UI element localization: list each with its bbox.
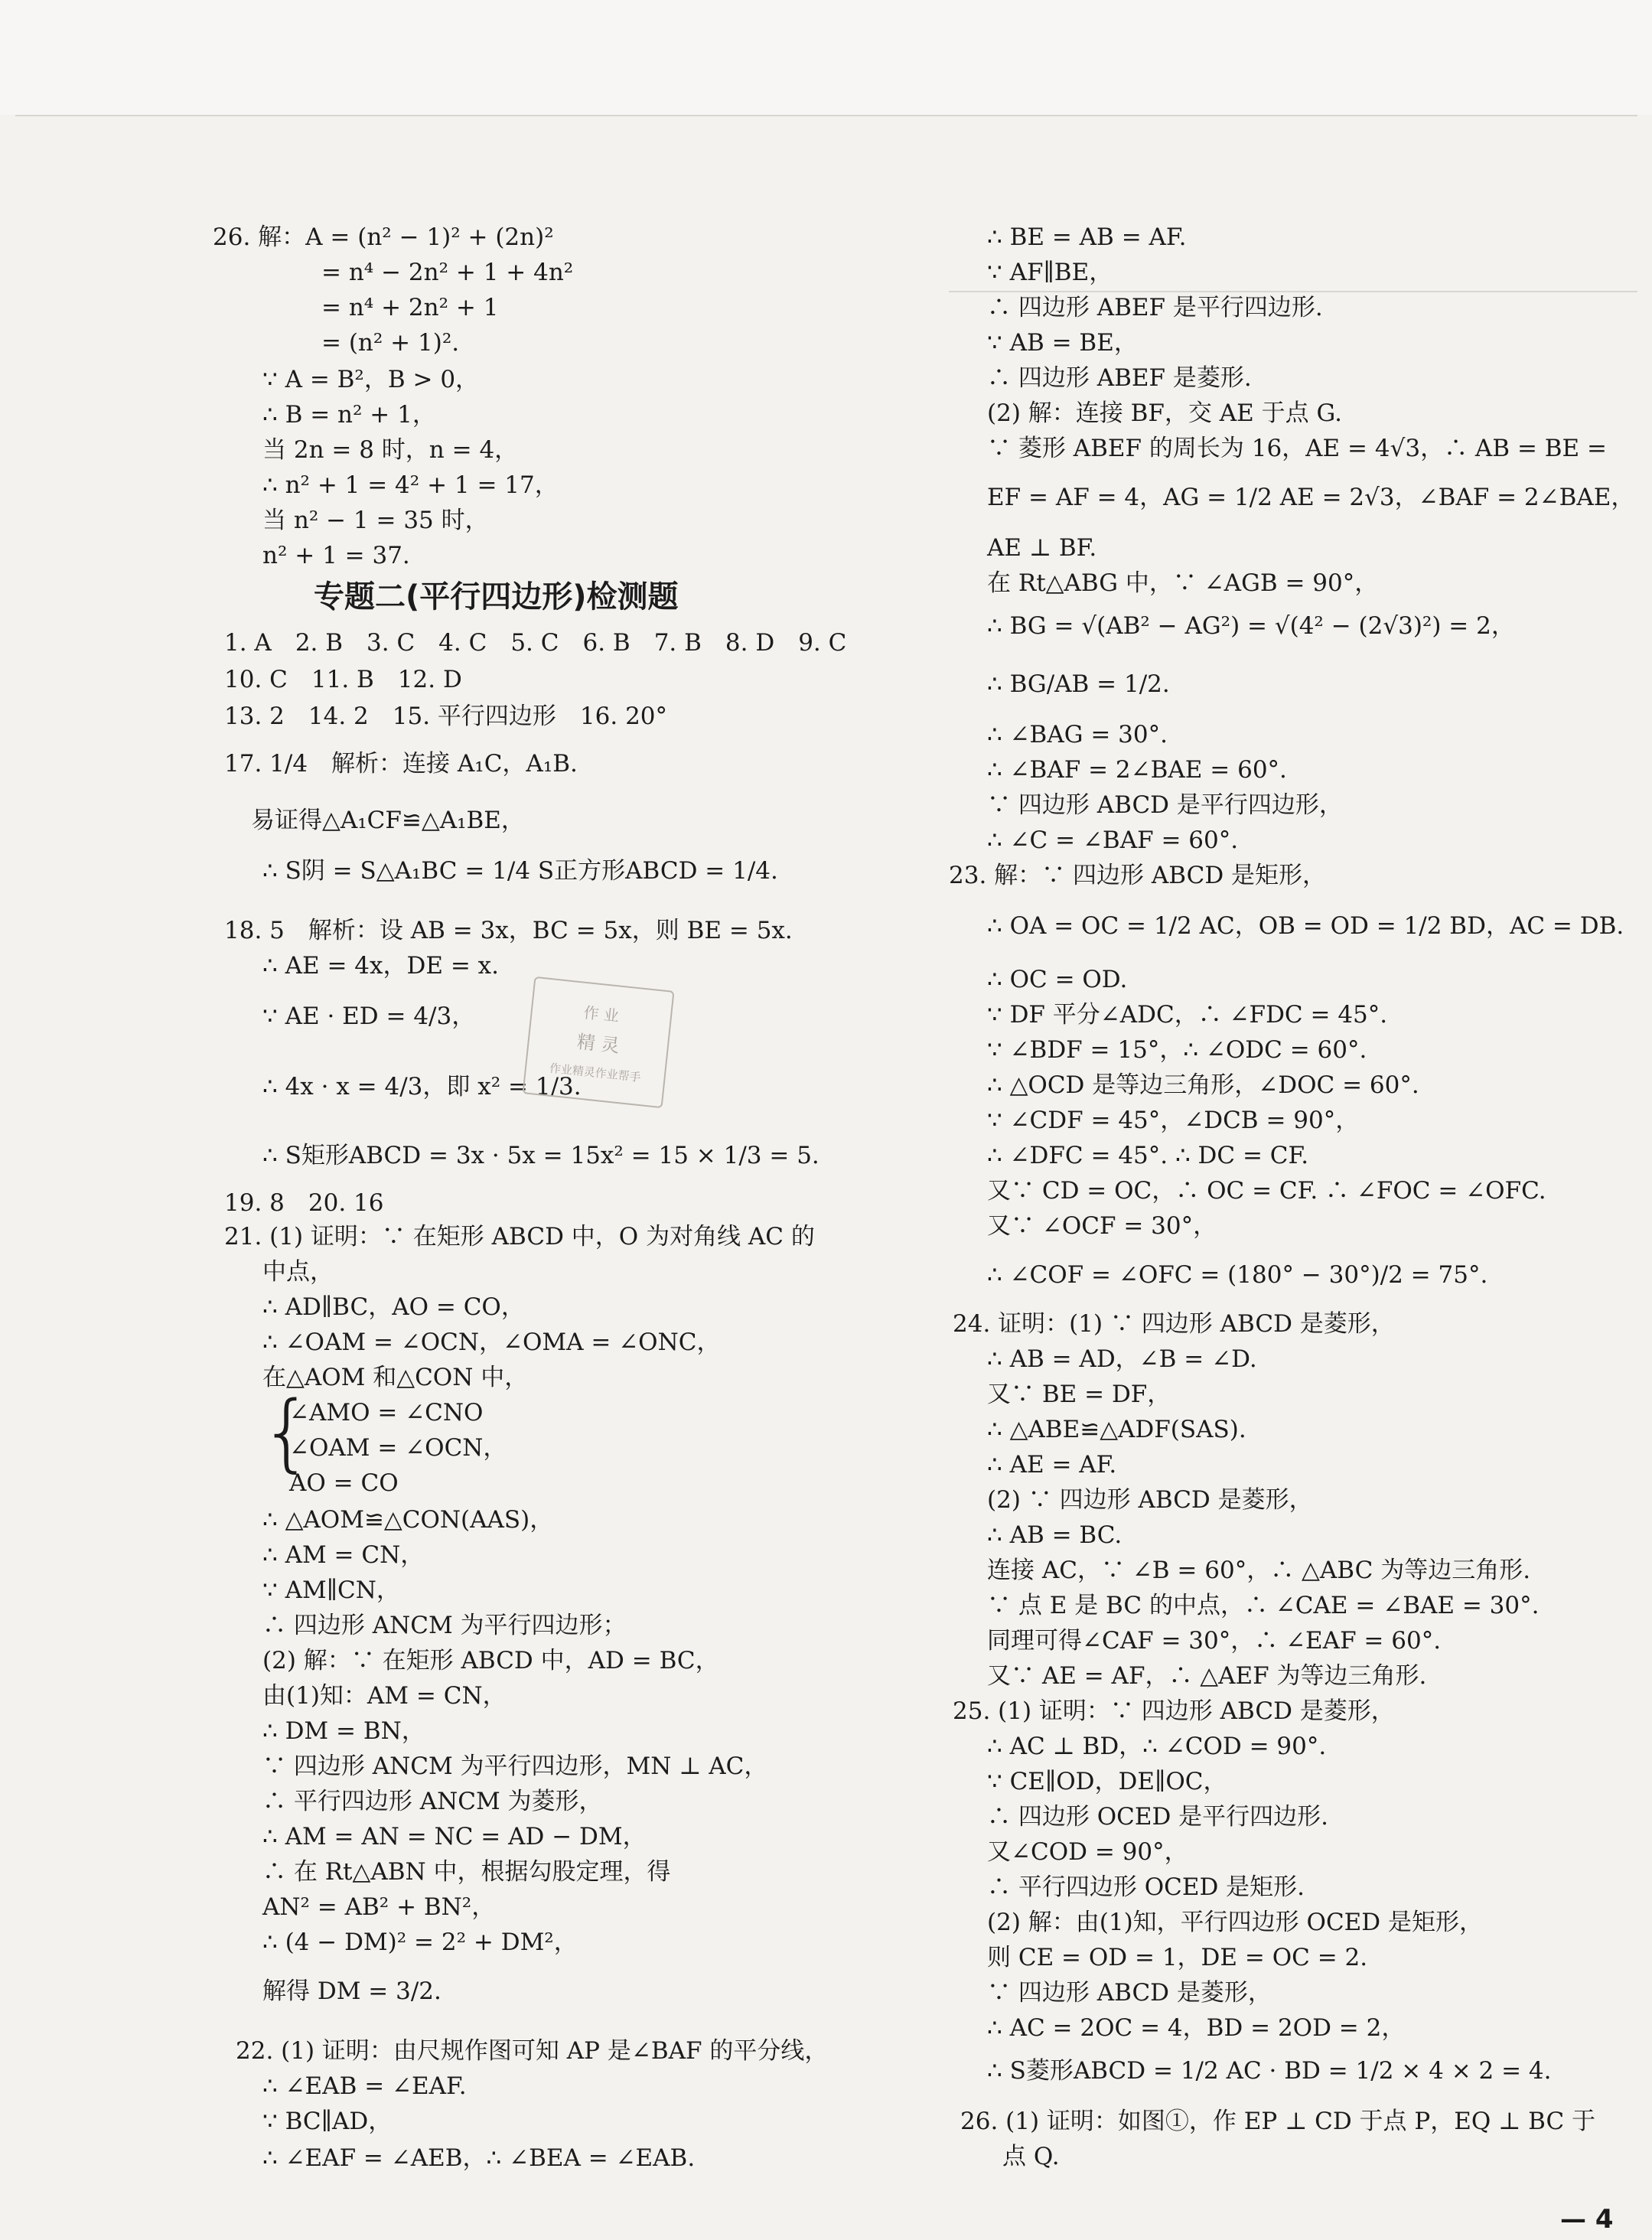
answer-line: (2) ∵ 四边形 ABCD 是菱形，	[987, 1486, 1313, 1514]
answer-line: ∴ ∠COF = ∠OFC = (180° − 30°)/2 = 75°.	[987, 1261, 1488, 1289]
answer-line: 1. A 2. B 3. C 4. C 5. C 6. B 7. B 8. D 9. C	[224, 629, 847, 657]
stamp-line: 作 业	[582, 1003, 621, 1025]
answer-line: ∴ △OCD 是等边三角形，∠DOC = 60°.	[987, 1071, 1419, 1099]
answer-line: 23. 解：∵ 四边形 ABCD 是矩形，	[949, 862, 1327, 889]
answer-line: 17. 1/4 解析：连接 A₁C，A₁B.	[224, 750, 578, 778]
answer-line: AE ⊥ BF.	[987, 534, 1097, 562]
answer-line: ∵ CE∥OD，DE∥OC，	[987, 1768, 1227, 1795]
answer-line: 解得 DM = 3/2.	[262, 1978, 442, 2005]
watermark-stamp	[522, 977, 674, 1108]
answer-line: ∴ ∠OAM = ∠OCN，∠OMA = ∠ONC，	[262, 1329, 721, 1356]
answer-line: 26. (1) 证明：如图①，作 EP ⊥ CD 于点 P，EQ ⊥ BC 于	[960, 2108, 1596, 2135]
answer-line: ∵ 菱形 ABEF 的周长为 16，AE = 4√3，∴ AB = BE =	[987, 435, 1608, 462]
answer-line: ∴ BG = √(AB² − AG²) = √(4² − (2√3)²) = 2，	[987, 612, 1515, 640]
answer-line: ∴ △AOM≌△CON(AAS)，	[262, 1506, 554, 1534]
page-number: — 4	[1560, 2204, 1614, 2235]
answer-line: ∴ BG/AB = 1/2.	[987, 670, 1170, 698]
answer-line: ∴ ∠BAG = 30°.	[987, 721, 1168, 748]
answer-line: ∴ AB = AD，∠B = ∠D.	[987, 1345, 1257, 1373]
answer-line: ∴ n² + 1 = 4² + 1 = 17，	[262, 471, 559, 499]
answer-line: ∴ AB = BC.	[987, 1521, 1123, 1549]
answer-line: (2) 解：连接 BF，交 AE 于点 G.	[987, 399, 1343, 427]
answer-line: ∴ B = n² + 1，	[262, 401, 436, 429]
answer-line: ∴ OC = OD.	[987, 966, 1128, 993]
answer-line: 由(1)知：AM = CN，	[262, 1682, 507, 1710]
answer-line: 中点，	[262, 1258, 334, 1286]
answer-line: ∴ 4x · x = 4/3，即 x² = 1/3.	[262, 1073, 582, 1100]
answer-line: ∴ OA = OC = 1/2 AC，OB = OD = 1/2 BD，AC = DB.	[987, 912, 1624, 940]
answer-line: ∴ AM = CN，	[262, 1541, 425, 1569]
answer-line: 又∠COD = 90°，	[987, 1838, 1188, 1866]
answer-line: ∵ BC∥AD，	[262, 2108, 393, 2135]
answer-line: ∴ ∠EAB = ∠EAF.	[262, 2072, 467, 2100]
answer-line: 19. 8 20. 16	[224, 1189, 384, 1217]
answer-line: 在△AOM 和△CON 中，	[262, 1364, 529, 1391]
answer-line: ∠OAM = ∠OCN，	[289, 1434, 507, 1462]
answer-line: ∵ 四边形 ABCD 是平行四边形，	[987, 791, 1343, 819]
answer-line: ∴ AM = AN = NC = AD − DM，	[262, 1823, 647, 1850]
answer-line: 又∵ ∠OCF = 30°，	[987, 1212, 1217, 1240]
answer-line: ∴ BE = AB = AF.	[987, 223, 1187, 251]
answer-line: ∵ 四边形 ABCD 是菱形，	[987, 1979, 1272, 2007]
answer-line: 当 n² − 1 = 35 时，	[262, 507, 489, 534]
scan-header-band	[0, 0, 1652, 115]
answer-line: n² + 1 = 37.	[262, 542, 410, 569]
answer-line: 当 2n = 8 时，n = 4，	[262, 436, 519, 464]
answer-line: ∴ AD∥BC，AO = CO，	[262, 1293, 525, 1321]
answer-line: ∵ AM∥CN，	[262, 1576, 400, 1604]
answer-line: 18. 5 解析：设 AB = 3x，BC = 5x，则 BE = 5x.	[224, 917, 793, 944]
answer-line: 在 Rt△ABG 中，∵ ∠AGB = 90°，	[987, 569, 1379, 597]
answer-line: ∴ ∠C = ∠BAF = 60°.	[987, 827, 1239, 854]
answer-line: ∴ S菱形ABCD = 1/2 AC · BD = 1/2 × 4 × 2 = 4.	[987, 2057, 1552, 2085]
answer-line: ∴ 平行四边形 OCED 是矩形.	[987, 1873, 1305, 1901]
answer-line: ∵ DF 平分∠ADC，∴ ∠FDC = 45°.	[987, 1001, 1388, 1029]
answer-line: ∴ 四边形 OCED 是平行四边形.	[987, 1803, 1329, 1831]
answer-line: 易证得△A₁CF≌△A₁BE，	[251, 807, 525, 834]
answer-line: ∵ 四边形 ANCM 为平行四边形，MN ⊥ AC，	[262, 1753, 768, 1780]
answer-line: 21. (1) 证明：∵ 在矩形 ABCD 中，O 为对角线 AC 的	[224, 1223, 815, 1250]
answer-line: 又∵ BE = DF，	[987, 1381, 1171, 1408]
answer-line: ∴ △ABE≌△ADF(SAS).	[987, 1416, 1246, 1443]
answer-line: 同理可得∠CAF = 30°，∴ ∠EAF = 60°.	[987, 1627, 1442, 1655]
answer-line: 24. 证明：(1) ∵ 四边形 ABCD 是菱形，	[953, 1310, 1395, 1338]
answer-line: 又∵ AE = AF，∴ △AEF 为等边三角形.	[987, 1662, 1427, 1690]
answer-line: ∵ AB = BE，	[987, 329, 1138, 357]
answer-line: 点 Q.	[1002, 2143, 1060, 2170]
answer-line: 26. 解：A = (n² − 1)² + (2n)²	[213, 223, 554, 251]
answer-line: ∴ S矩形ABCD = 3x · 5x = 15x² = 15 × 1/3 = 5.	[262, 1142, 819, 1169]
answer-line: ∵ ∠CDF = 45°，∠DCB = 90°，	[987, 1107, 1360, 1134]
scan-rule-top	[15, 115, 1637, 116]
answer-line: EF = AF = 4，AG = 1/2 AE = 2√3，∠BAF = 2∠BAE，	[987, 484, 1635, 511]
answer-line: ∴ 四边形 ABEF 是平行四边形.	[987, 294, 1323, 321]
answer-line: (2) 解：∵ 在矩形 ABCD 中，AD = BC，	[262, 1647, 719, 1674]
answer-line: ∴ 在 Rt△ABN 中，根据勾股定理，得	[262, 1858, 671, 1886]
answer-line: ∴ S阴 = S△A₁BC = 1/4 S正方形ABCD = 1/4.	[262, 857, 778, 885]
answer-line: 连接 AC，∵ ∠B = 60°，∴ △ABC 为等边三角形.	[987, 1557, 1531, 1584]
answer-line: ∴ AE = 4x，DE = x.	[262, 952, 499, 980]
answer-line: ∴ ∠BAF = 2∠BAE = 60°.	[987, 756, 1287, 784]
section-title: 专题二(平行四边形)检测题	[314, 579, 679, 615]
answer-line: ∴ AE = AF.	[987, 1451, 1117, 1479]
answer-line: 又∵ CD = OC，∴ OC = CF. ∴ ∠FOC = ∠OFC.	[987, 1177, 1546, 1205]
answer-line: AO = CO	[289, 1469, 399, 1497]
answer-line: ∴ 四边形 ANCM 为平行四边形；	[262, 1612, 627, 1639]
answer-line: ∴ ∠DFC = 45°. ∴ DC = CF.	[987, 1142, 1309, 1169]
answer-line: ∴ 四边形 ABEF 是菱形.	[987, 364, 1252, 392]
answer-line: ∵ AF∥BE，	[987, 259, 1113, 286]
answer-line: 10. C 11. B 12. D	[224, 666, 462, 693]
answer-line: ∴ DM = BN，	[262, 1717, 425, 1745]
answer-line: ∴ (4 − DM)² = 2² + DM²，	[262, 1929, 578, 1956]
answer-line: = n⁴ − 2n² + 1 + 4n²	[321, 259, 574, 286]
answer-line: ∴ ∠EAF = ∠AEB，∴ ∠BEA = ∠EAB.	[262, 2144, 696, 2172]
answer-line: = (n² + 1)².	[321, 329, 460, 357]
answer-line: ∵ AE · ED = 4/3，	[262, 1003, 476, 1030]
stamp-line: 作业精灵作业帮手	[549, 1061, 642, 1085]
answer-line: ∠AMO = ∠CNO	[289, 1399, 484, 1426]
answer-line: 22. (1) 证明：由尺规作图可知 AP 是∠BAF 的平分线，	[236, 2037, 829, 2065]
answer-line: ∴ 平行四边形 ANCM 为菱形，	[262, 1788, 603, 1815]
answer-line: 则 CE = OD = 1，DE = OC = 2.	[987, 1944, 1368, 1971]
answer-line: ∵ 点 E 是 BC 的中点，∴ ∠CAE = ∠BAE = 30°.	[987, 1592, 1540, 1619]
answer-line: ∵ ∠BDF = 15°，∴ ∠ODC = 60°.	[987, 1036, 1367, 1064]
answer-line: AN² = AB² + BN²，	[262, 1893, 496, 1921]
answer-line: = n⁴ + 2n² + 1	[321, 294, 499, 321]
answer-line: ∴ AC ⊥ BD，∴ ∠COD = 90°.	[987, 1733, 1327, 1760]
answer-line: (2) 解：由(1)知，平行四边形 OCED 是矩形，	[987, 1909, 1484, 1936]
answer-line: ∵ A = B²，B > 0，	[262, 366, 480, 393]
answer-line: 13. 2 14. 2 15. 平行四边形 16. 20°	[224, 703, 668, 730]
answer-line: 25. (1) 证明：∵ 四边形 ABCD 是菱形，	[953, 1697, 1395, 1725]
system-brace: {	[260, 1383, 314, 1481]
stamp-line: 精 灵	[575, 1031, 621, 1057]
answer-line: ∴ AC = 2OC = 4，BD = 2OD = 2，	[987, 2014, 1406, 2042]
